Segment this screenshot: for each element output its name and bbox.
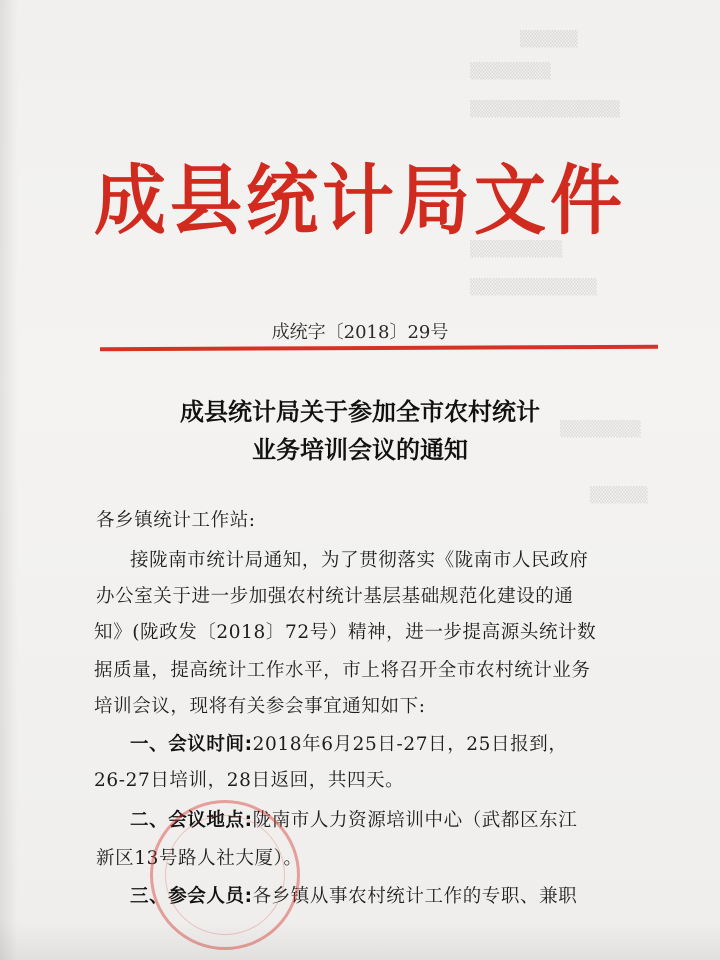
document-number: 成统字〔2018〕29号 <box>271 322 449 343</box>
bleed-through-text: ▒▒▒▒▒▒▒ <box>560 420 641 438</box>
paragraph-line: 接陇南市统计局通知，为了贯彻落实《陇南市人民政府 <box>130 550 589 571</box>
meeting-time-value: 2018年6月25日-27日，25日报到， <box>252 734 568 755</box>
bleed-through-text: ▒▒▒▒▒▒▒ <box>470 62 551 80</box>
bleed-through-text: ▒▒▒▒▒▒▒▒ <box>470 240 563 258</box>
attendees-label: 三、参会人员: <box>130 886 253 907</box>
paragraph-line: 据质量，提高统计工作水平，市上将召开全市农村统计业务 <box>94 660 591 681</box>
paragraph-line: 办公室关于进一步加强农村统计基层基础规范化建设的通 <box>96 586 574 607</box>
meeting-time-line-2: 26-27日培训，28日返回，共四天。 <box>94 770 405 791</box>
meeting-location-label: 二、会议地点: <box>130 810 253 831</box>
bleed-through-text: ▒▒▒▒▒▒▒▒▒▒▒ <box>470 278 597 296</box>
bleed-through-text: ▒▒▒▒▒ <box>520 30 578 48</box>
notice-title-line-1: 成县统计局关于参加全市农村统计 <box>180 398 540 426</box>
page-bottom-shadow <box>0 920 720 960</box>
notice-title-line-2: 业务培训会议的通知 <box>252 436 468 464</box>
paragraph-line: 培训会议，现将有关参会事宜通知如下: <box>94 696 426 717</box>
paragraph-line: 知》(陇政发〔2018〕72号）精神，进一步提高源头统计数 <box>94 622 597 643</box>
document-header-title: 成县统计局文件 <box>93 154 626 245</box>
bleed-through-text: ▒▒▒▒▒ <box>590 486 648 504</box>
page-edge-shadow <box>0 0 18 960</box>
meeting-time-label: 一、会议时间: <box>130 734 253 755</box>
meeting-location-line-2: 新区13号路人社大厦）。 <box>96 848 303 869</box>
official-seal-inner-ring <box>165 815 285 935</box>
meeting-location-value: 陇南市人力资源培训中心（武都区东江 <box>252 810 578 831</box>
red-divider-line <box>100 345 658 351</box>
bleed-through-text: ▒▒▒▒▒▒▒▒▒▒▒▒▒ <box>470 100 620 118</box>
attendees-value: 各乡镇从事农村统计工作的专职、兼职 <box>252 886 578 907</box>
salutation: 各乡镇统计工作站: <box>96 510 256 531</box>
meeting-time-line-1 <box>130 730 702 756</box>
